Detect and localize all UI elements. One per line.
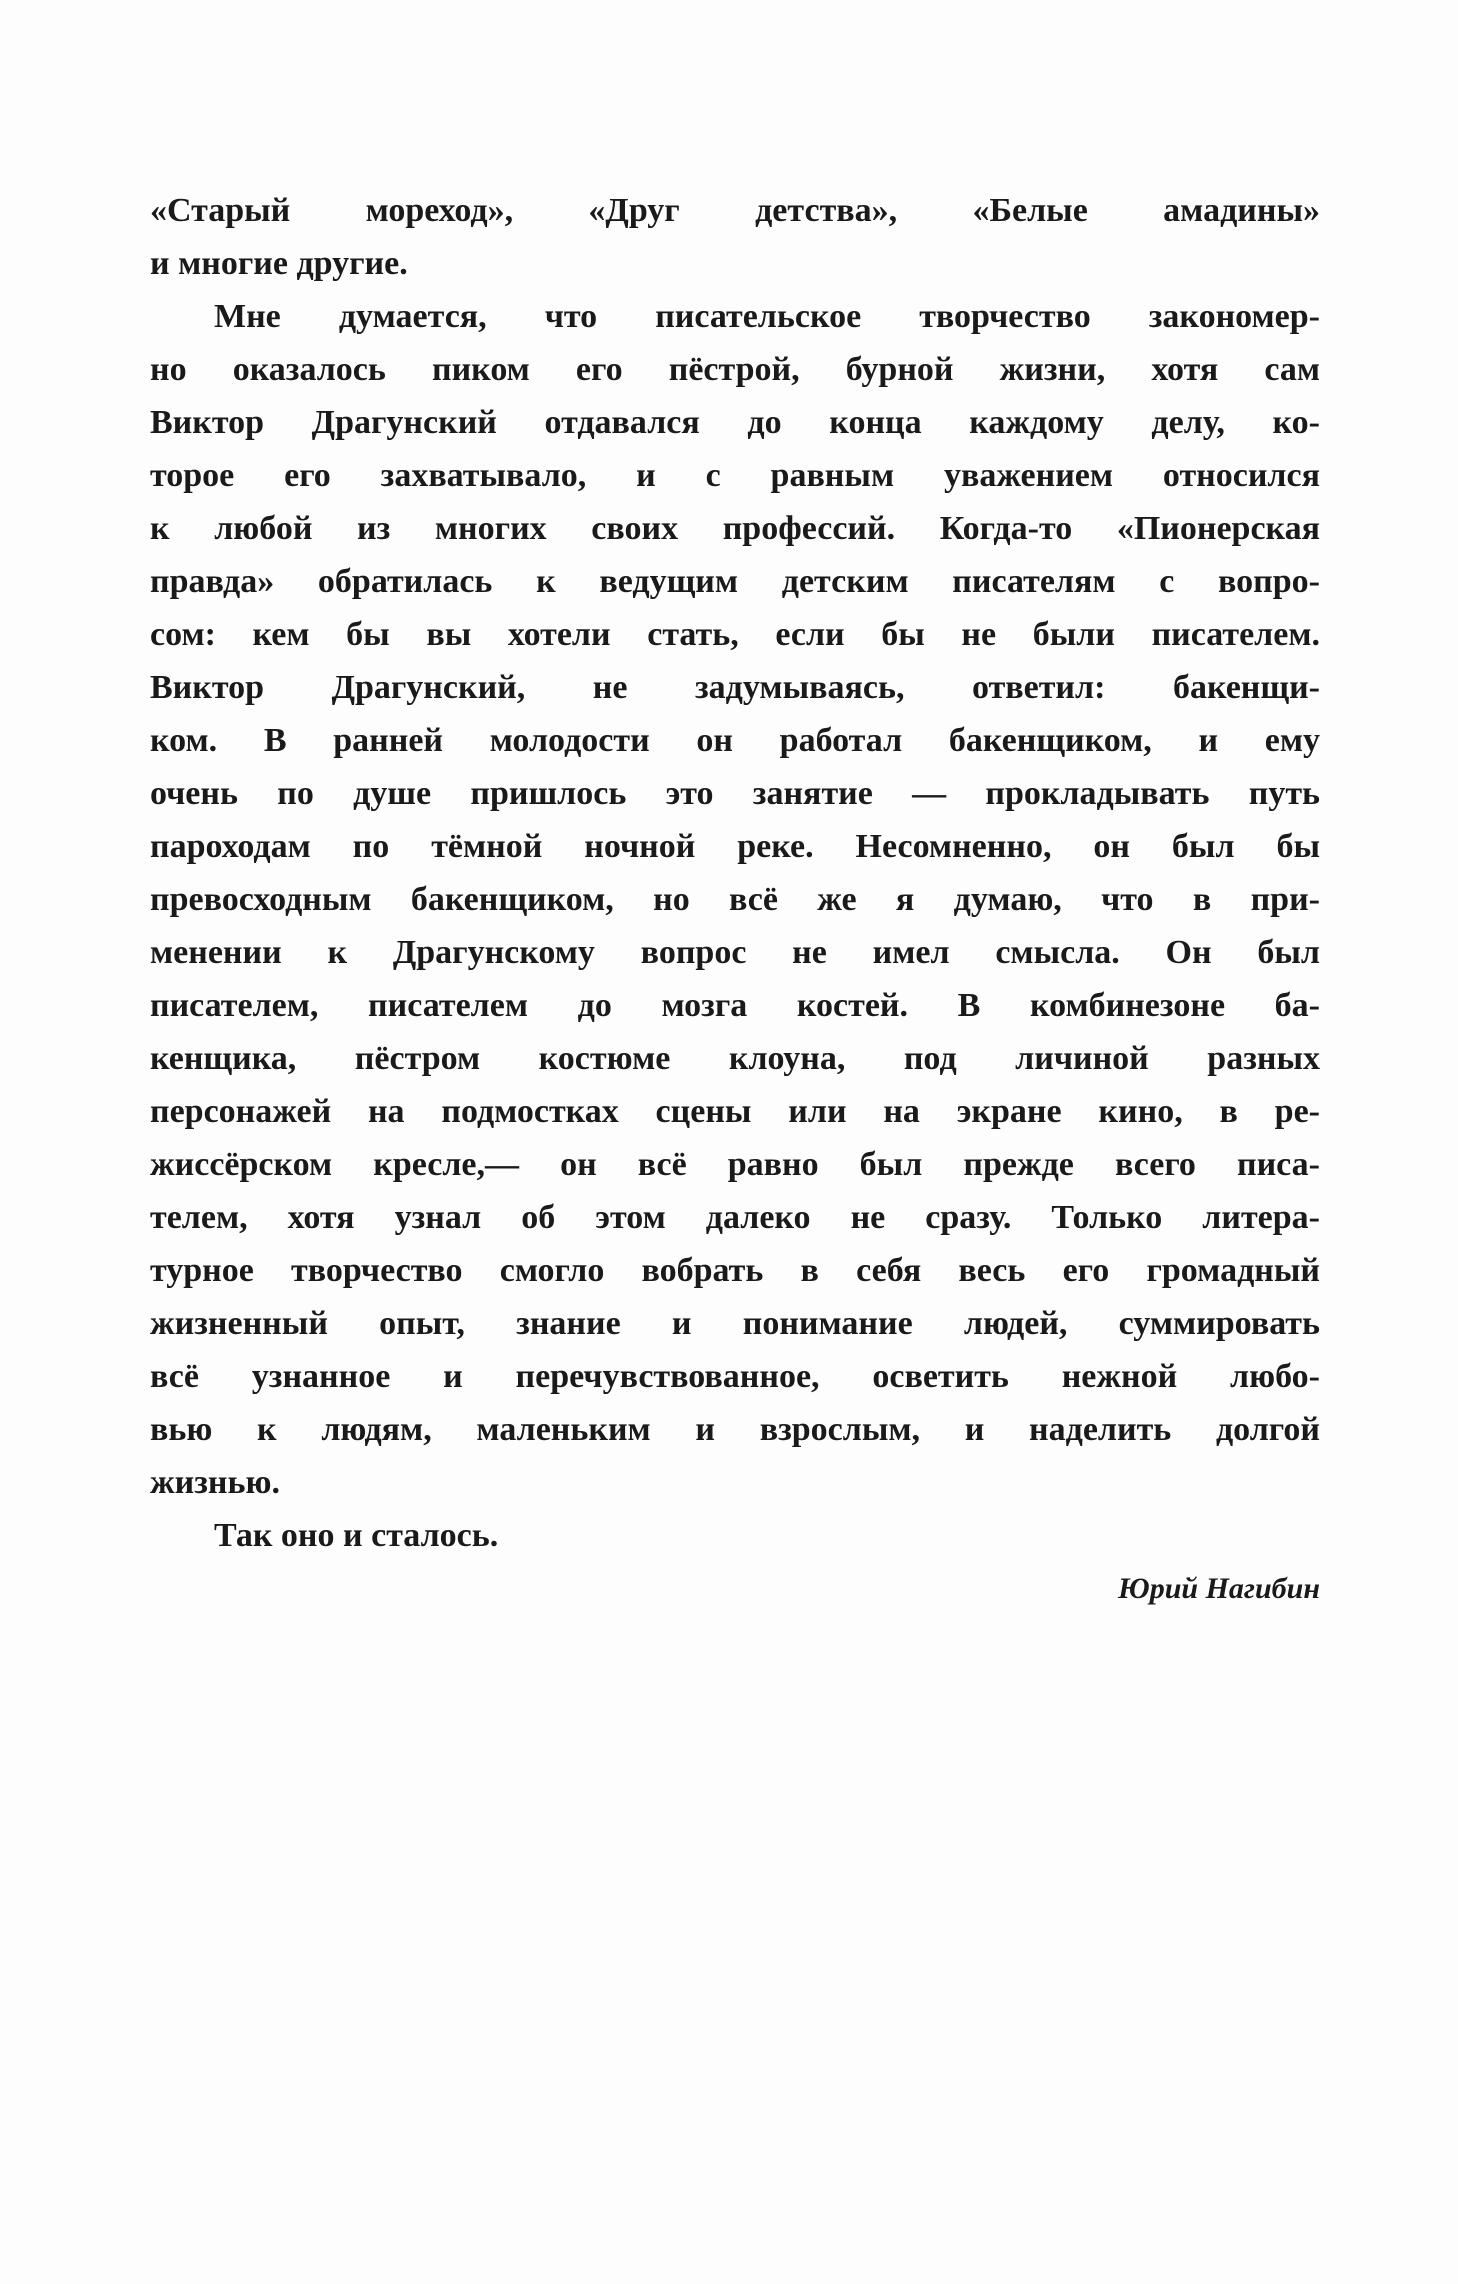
text-line: кенщика, пёстром костюме клоуна, под личиной разных	[150, 1040, 1320, 1077]
text-line: Виктор Драгунский отдавался до конца каждому делу, ко-	[150, 404, 1320, 441]
text-line: Так оно и сталось.	[214, 1517, 499, 1554]
text-line: персонажей на подмостках сцены или на экране кино, в ре-	[150, 1093, 1320, 1130]
text-line: превосходным бакенщиком, но всё же я думаю, что в при-	[150, 881, 1320, 918]
text-line: телем, хотя узнал об этом далеко не сразу. Только литера-	[150, 1199, 1320, 1236]
text-line: «Старый мореход», «Друг детства», «Белые амадины»	[150, 192, 1320, 229]
text-line: торое его захватывало, и с равным уважением относился	[150, 457, 1320, 494]
text-line: очень по душе пришлось это занятие — прокладывать путь	[150, 775, 1320, 812]
text-line: правда» обратилась к ведущим детским писателям с вопро-	[150, 563, 1320, 600]
text-line: жиссёрском кресле,— он всё равно был прежде всего писа-	[150, 1146, 1320, 1183]
text-line: сом: кем бы вы хотели стать, если бы не были писателем.	[150, 616, 1320, 653]
author-signature: Юрий Нагибин	[1118, 1572, 1320, 1605]
text-line: к любой из многих своих профессий. Когда-то «Пионерская	[150, 510, 1320, 547]
text-line: Виктор Драгунский, не задумываясь, ответил: бакенщи-	[150, 669, 1320, 706]
text-line: пароходам по тёмной ночной реке. Несомненно, он был бы	[150, 828, 1320, 865]
text-line: Мне думается, что писательское творчество закономер-	[214, 298, 1320, 335]
text-line: и многие другие.	[150, 245, 408, 282]
text-line: но оказалось пиком его пёстрой, бурной жизни, хотя сам	[150, 351, 1320, 388]
text-line: турное творчество смогло вобрать в себя весь его громадный	[150, 1252, 1320, 1289]
text-line: вью к людям, маленьким и взрослым, и наделить долгой	[150, 1411, 1320, 1448]
text-line: менении к Драгунскому вопрос не имел смысла. Он был	[150, 934, 1320, 971]
text-line: жизненный опыт, знание и понимание людей, суммировать	[150, 1305, 1320, 1342]
body-text	[150, 184, 1320, 1562]
text-line: всё узнанное и перечувствованное, осветить нежной любо-	[150, 1358, 1320, 1395]
text-line: ком. В ранней молодости он работал бакенщиком, и ему	[150, 722, 1320, 759]
text-line: жизнью.	[150, 1464, 280, 1501]
text-line: писателем, писателем до мозга костей. В комбинезоне ба-	[150, 987, 1320, 1024]
